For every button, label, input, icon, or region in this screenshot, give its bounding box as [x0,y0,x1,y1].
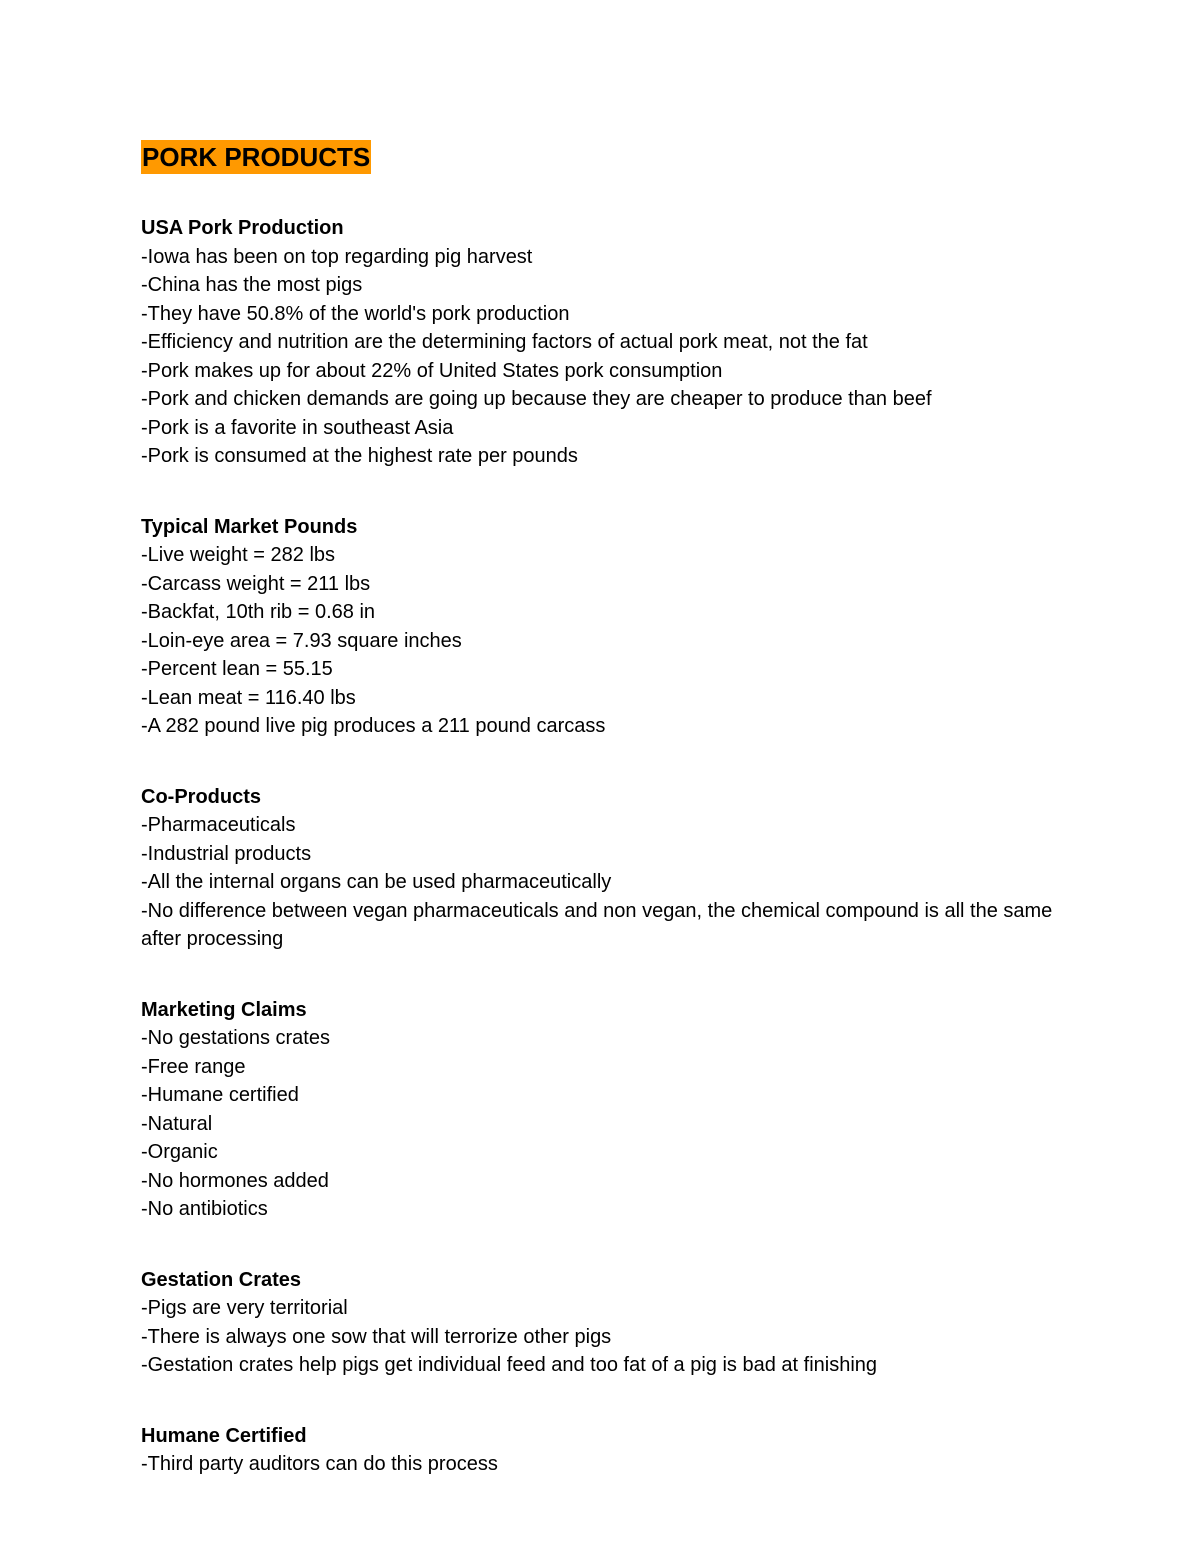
bullet-line: -Gestation crates help pigs get individual feed and too fat of a pig is bad at finishing [141,1354,878,1376]
bullet-line: -Pharmaceuticals [141,814,296,836]
bullet-line: -Humane certified [141,1084,299,1106]
bullet-line: -There is always one sow that will terrorize other pigs [141,1325,612,1348]
bullet-line: -Backfat, 10th rib = 0.68 in [141,601,376,623]
section-heading: Gestation Crates [141,1268,302,1291]
bullet-line: -China has the most pigs [141,274,363,296]
bullet-line: -Iowa has been on top regarding pig harvest [141,245,533,268]
section-co-products [141,783,1081,954]
bullet-line: -Efficiency and nutrition are the determining factors of actual pork meat, not the fat [141,331,868,353]
section-heading: Marketing Claims [141,998,307,1021]
bullet-line: -Pigs are very territorial [141,1297,348,1319]
bullet-line: -Pork makes up for about 22% of United States pork consumption [141,359,723,382]
bullet-line: -Third party auditors can do this process [141,1453,498,1475]
document-title: PORK PRODUCTS [142,142,371,172]
bullet-line: -Live weight = 282 lbs [141,544,336,566]
section-gestation-crates [141,1266,1081,1380]
bullet-line: -Loin-eye area = 7.93 square inches [141,629,462,652]
bullet-line: -Organic [141,1141,218,1163]
bullet-line: -Percent lean = 55.15 [141,658,333,680]
section-humane-certified [141,1422,1081,1479]
bullet-line: -Pork is a favorite in southeast Asia [141,416,454,439]
bullet-line: -They have 50.8% of the world's pork production [141,302,570,325]
bullet-line: -Pork and chicken demands are going up because they are cheaper to produce than beef [141,388,932,410]
section-heading: Co-Products [141,785,261,808]
section-heading: Humane Certified [141,1424,307,1447]
bullet-line: -Lean meat = 116.40 lbs [141,686,356,709]
section-heading: USA Pork Production [141,217,344,239]
bullet-line: -No gestations crates [141,1027,330,1049]
section-marketing-claims [141,996,1081,1224]
bullet-line: -Pork is consumed at the highest rate per pounds [141,445,578,467]
bullet-line: -Carcass weight = 211 lbs [141,572,371,595]
bullet-line: -Industrial products [141,842,312,865]
bullet-line: -Natural [141,1112,213,1135]
bullet-line: -No hormones added [141,1169,329,1192]
bullet-line: -No difference between vegan pharmaceuticals and non vegan, the chemical compound is all the same after processing [141,899,1053,950]
document-page [141,140,1081,1479]
bullet-line: -No antibiotics [141,1198,268,1220]
bullet-line: -A 282 pound live pig produces a 211 pound carcass [141,715,606,737]
document-body [141,214,1081,1479]
bullet-line: -All the internal organs can be used pharmaceutically [141,871,612,893]
section-usa-pork-production [141,214,1081,471]
bullet-line: -Free range [141,1055,246,1078]
section-typical-market-pounds [141,513,1081,741]
section-heading: Typical Market Pounds [141,515,358,538]
